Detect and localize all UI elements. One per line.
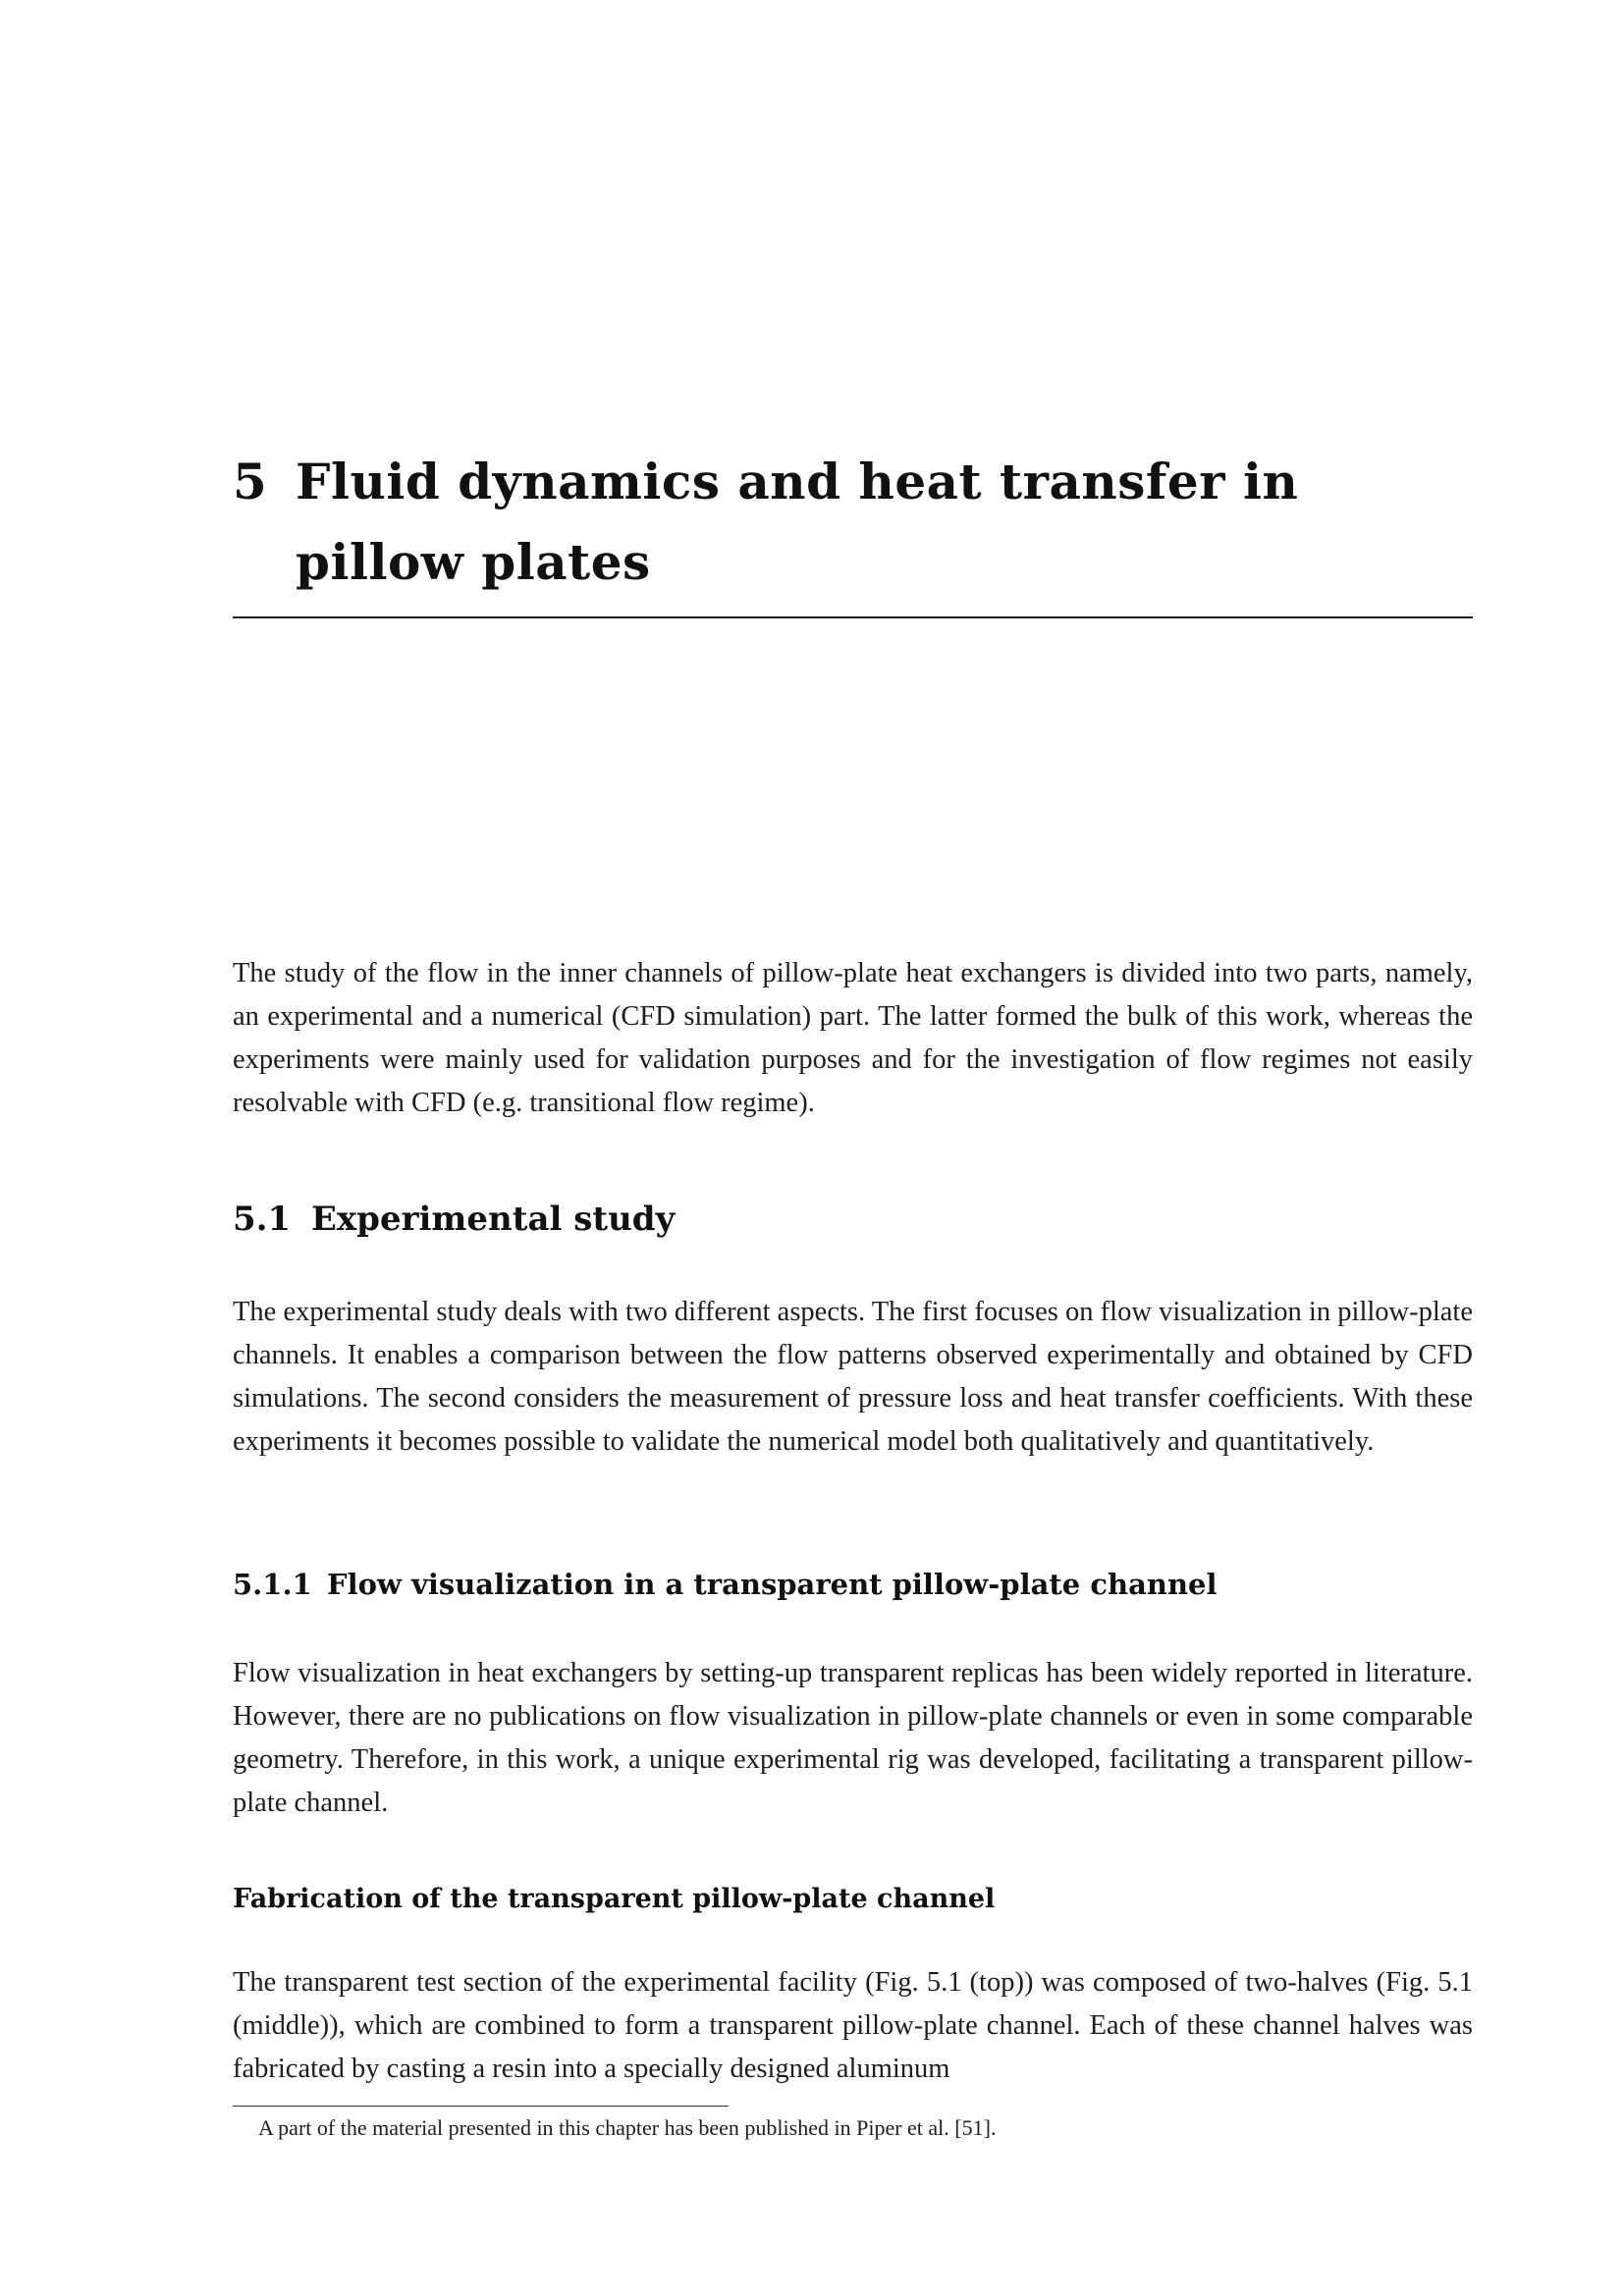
chapter-title [296,442,1473,603]
intro-paragraph: The study of the flow in the inner channels of pillow-plate heat exchangers is divided into two parts, namely, an experimental and a numerical (CFD simulation) part. The latter formed the bulk of this work, whereas the experiments were mainly used for validation purposes and for the investigation of flow regimes not easily resolvable with CFD (e.g. transitional flow regime). [233,958,1473,1118]
fabrication-paragraph: The transparent test section of the experimental facility (Fig. 5.1 (top)) was composed of two-halves (Fig. 5.1 (middle)), which are combined to form a transparent pillow-plate channel. Each of these channel halves was fabricated by casting a resin into a specially designed aluminum [233,1967,1473,2084]
paragraph-heading: Fabrication of the transparent pillow-plate channel [233,1884,996,1914]
chapter-number: 5 [233,453,268,510]
chapter-header [233,442,1473,618]
chapter-title-line-1: Fluid dynamics and heat transfer in [296,453,1299,510]
section-number: 5.1 [233,1200,292,1239]
chapter-title-line-2: pillow plates [296,533,651,591]
footnote-rule [233,2106,729,2107]
subsection-body [233,1652,1473,1825]
subsection-header [233,1565,1473,1604]
section-header [233,1196,1473,1243]
section-paragraph: The experimental study deals with two different aspects. The first focuses on flow visualization in pillow-plate channels. It enables a comparison between the flow patterns observed experimentally and obtained by CFD simulations. The second considers the measurement of pressure loss and heat transfer coefficients. With these experiments it becomes possible to validate the numerical model both qualitatively and quantitatively. [233,1297,1473,1457]
subsection-number: 5.1.1 [233,1568,312,1601]
subsection-heading [233,1565,1473,1604]
paragraph-heading-block [233,1881,1473,1918]
chapter-rule [233,616,1473,618]
section-heading [233,1196,1473,1243]
footnote: A part of the material presented in this chapter has been published in Piper et al. [51]. [258,2115,997,2140]
section-body [233,1291,1473,1464]
chapter-heading [233,442,1473,603]
fabrication-body [233,1961,1473,2091]
subsection-title: Flow visualization in a transparent pillow-plate channel [327,1568,1218,1601]
section-title: Experimental study [311,1200,676,1239]
subsection-paragraph: Flow visualization in heat exchangers by setting-up transparent replicas has been widely reported in literature. However, there are no publications on flow visualization in pillow-plate channels or even in some comparable geometry. Therefore, in this work, a unique experimental rig was developed, facilitating a transparent pillow-plate channel. [233,1658,1473,1818]
intro-block [233,952,1473,1125]
